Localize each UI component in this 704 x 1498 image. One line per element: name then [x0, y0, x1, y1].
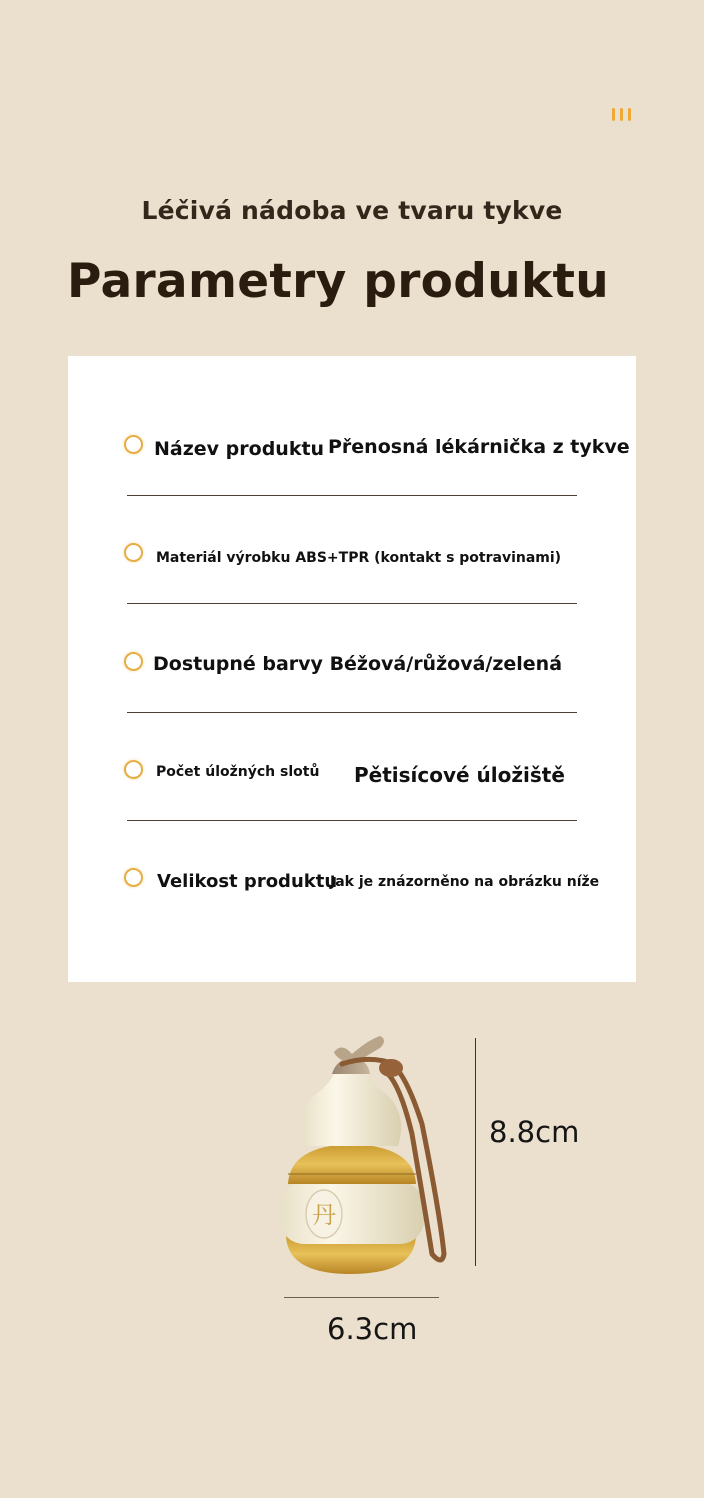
circle-bullet-icon: [124, 652, 143, 671]
circle-bullet-icon: [124, 543, 143, 562]
parameter-value: Jak je znázorněno na obrázku níže: [330, 874, 600, 890]
product-image: [276, 1034, 466, 1274]
gourd-container-illustration: [276, 1034, 466, 1274]
divider: [127, 495, 577, 496]
circle-bullet-icon: [124, 868, 143, 887]
menu-bar: [628, 108, 631, 121]
parameter-label: Velikost produktu: [157, 871, 338, 892]
divider: [127, 712, 577, 713]
width-dimension-label: 6.3cm: [327, 1312, 418, 1346]
circle-bullet-icon: [124, 760, 143, 779]
parameter-label: Název produktu: [154, 438, 325, 460]
height-dimension-label: 8.8cm: [489, 1115, 580, 1149]
divider: [127, 820, 577, 821]
parameter-text: [156, 550, 561, 566]
divider: [127, 603, 577, 604]
parameter-value: Přenosná lékárnička z tykve: [328, 436, 630, 458]
menu-bar: [620, 108, 623, 121]
product-subtitle: Léčivá nádoba ve tvaru tykve: [141, 196, 563, 225]
parameter-value: Béžová/růžová/zelená: [329, 653, 563, 675]
parameter-text: [153, 653, 562, 675]
menu-bar: [612, 108, 615, 121]
menu-icon[interactable]: [612, 108, 636, 122]
height-dimension-line: [475, 1038, 476, 1266]
parameter-value: Pětisícové úložiště: [354, 763, 565, 787]
width-dimension-line: [284, 1297, 439, 1298]
page-title: Parametry produktu: [66, 254, 610, 309]
parameters-card: [68, 356, 636, 982]
circle-bullet-icon: [124, 435, 143, 454]
parameter-value: ABS+TPR (kontakt s potravinami): [295, 550, 562, 566]
parameter-label: Počet úložných slotů: [156, 764, 320, 780]
parameter-label: Materiál výrobku: [156, 550, 291, 566]
svg-text:丹: 丹: [312, 1201, 336, 1229]
parameter-label: Dostupné barvy: [153, 653, 323, 675]
